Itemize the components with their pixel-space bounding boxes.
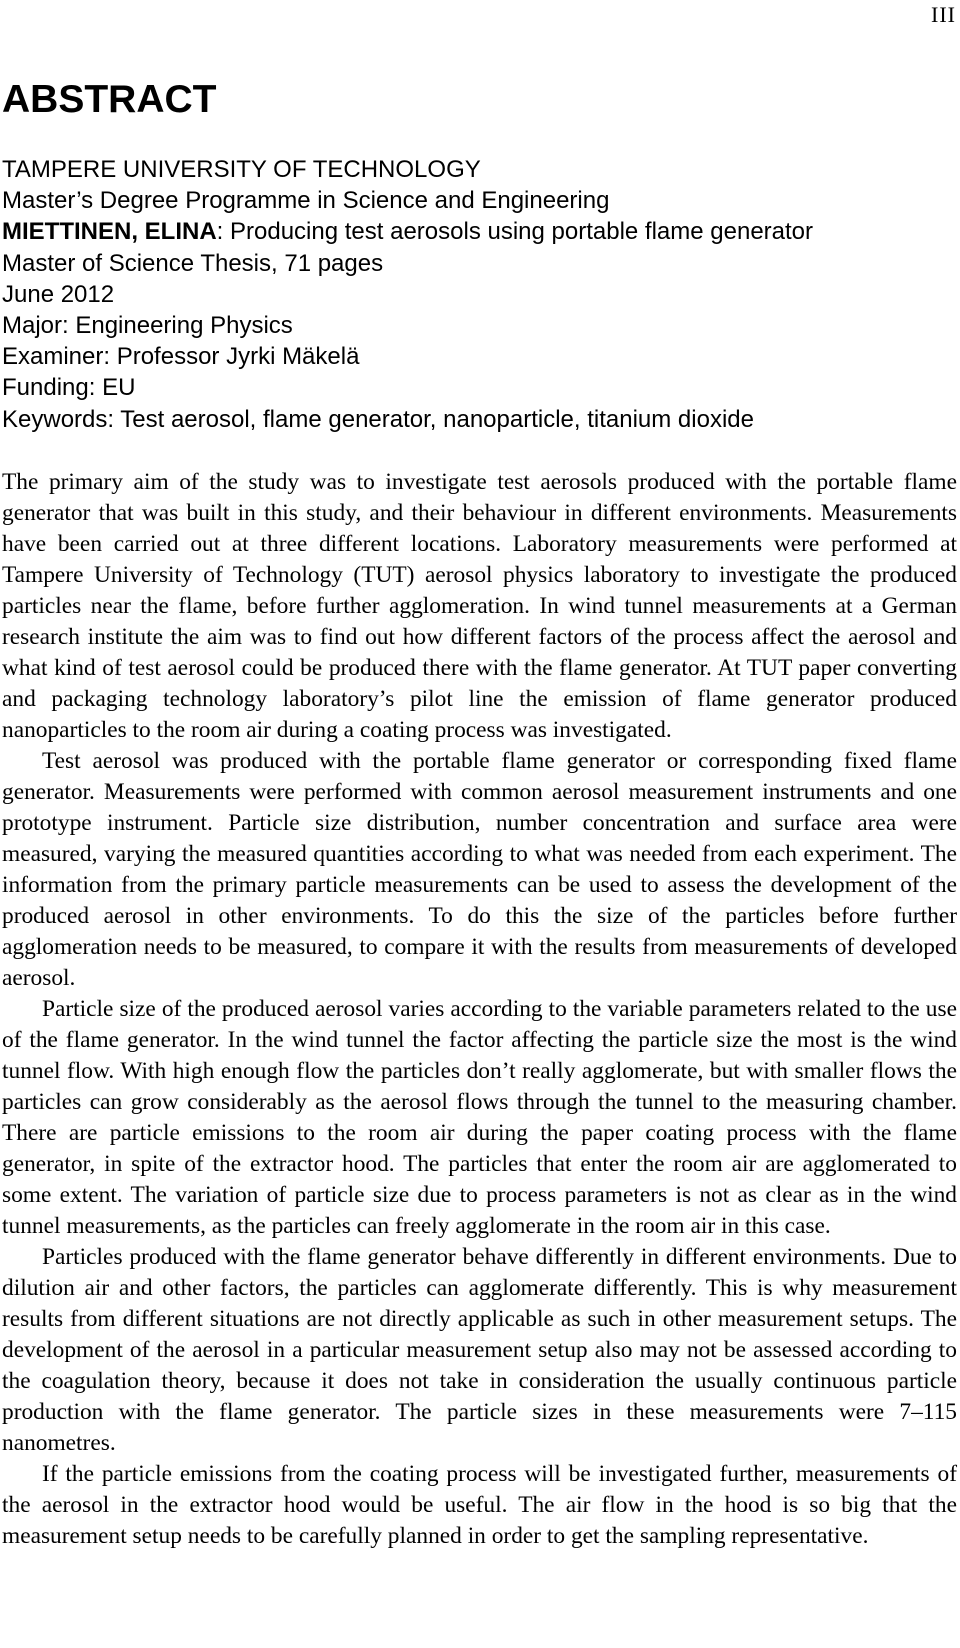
abstract-paragraph: Test aerosol was produced with the portable flame generator or corresponding fixed flame generator. Measurements were performed with common aerosol measurement instruments and one prototype instrument. Particle size distribution, number concentration and surface area were measured, varying the measured quantities according to what was needed from each experiment. The information from the primary particle measurements can be used to assess the development of the produced aerosol in other environments. To do this the size of the particles before further agglomeration needs to be measured, to compare it with the results from measurements of developed aerosol.	[2, 748, 957, 991]
major: Major: Engineering Physics	[2, 312, 293, 340]
author-and-title	[2, 216, 954, 247]
examiner: Examiner: Professor Jyrki Mäkelä	[2, 343, 360, 371]
university-name: TAMPERE UNIVERSITY OF TECHNOLOGY	[2, 156, 481, 183]
funding: Funding: EU	[2, 374, 136, 402]
abstract-paragraph: The primary aim of the study was to investigate test aerosols produced with the portable flame generator that was built in this study, and their behaviour in different environments. Measurements have been carried out at three different locations. Laboratory measurements were performed at Tampere University of Technology (TUT) aerosol physics laboratory to investigate the produced particles near the flame, before further agglomeration. In wind tunnel measurements at a German research institute the aim was to find out how different factors of the process affect the aerosol and what kind of test aerosol could be produced there with the flame generator. At TUT paper converting and packaging technology laboratory’s pilot line the emission of flame generator produced nanoparticles to the room air during a coating process was investigated.	[2, 469, 957, 743]
thesis-date: June 2012	[2, 280, 115, 308]
thesis-type: Master of Science Thesis, 71 pages	[2, 249, 384, 277]
author-name: MIETTINEN, ELINA	[2, 218, 217, 246]
abstract-body	[2, 467, 957, 1552]
page-number: III	[931, 2, 956, 27]
keywords: Keywords: Test aerosol, flame generator, nanoparticle, titanium dioxide	[2, 405, 754, 433]
thesis-title: : Producing test aerosols using portable flame generator	[216, 218, 814, 246]
abstract-paragraph: Particle size of the produced aerosol varies according to the variable parameters related to the use of the flame generator. In the wind tunnel the factor affecting the particle size the most is the wind tunnel flow. With high enough flow the particles don’t really agglomerate, but with smaller flows the particles can grow considerably as the aerosol flows through the tunnel to the measuring chamber. There are particle emissions to the room air during the paper coating process with the flame generator, in spite of the extractor hood. The particles that enter the room air are agglomerated to some extent. The variation of particle size due to process parameters is not as clear as in the wind tunnel measurements, as the particles can freely agglomerate in the room air in this case.	[2, 996, 957, 1239]
abstract-paragraph: If the particle emissions from the coating process will be investigated further, measurements of the aerosol in the extractor hood would be useful. The air flow in the hood is so big that the measurement setup needs to be carefully planned in order to get the sampling representative.	[2, 1461, 957, 1549]
thesis-metadata	[2, 154, 954, 435]
abstract-heading: ABSTRACT	[2, 78, 217, 121]
degree-programme: Master’s Degree Programme in Science and Engineering	[2, 187, 610, 215]
abstract-paragraph: Particles produced with the flame generator behave differently in different environments. Due to dilution air and other factors, the particles can agglomerate differently. This is why measurement results from different situations are not directly applicable as such in other measurement setups. The development of the aerosol in a particular measurement setup also may not be assessed according to the coagulation theory, because it does not take in consideration the usually continuous particle production with the flame generator. The particle sizes in these measurements were 7–115 nanometres.	[2, 1244, 957, 1456]
